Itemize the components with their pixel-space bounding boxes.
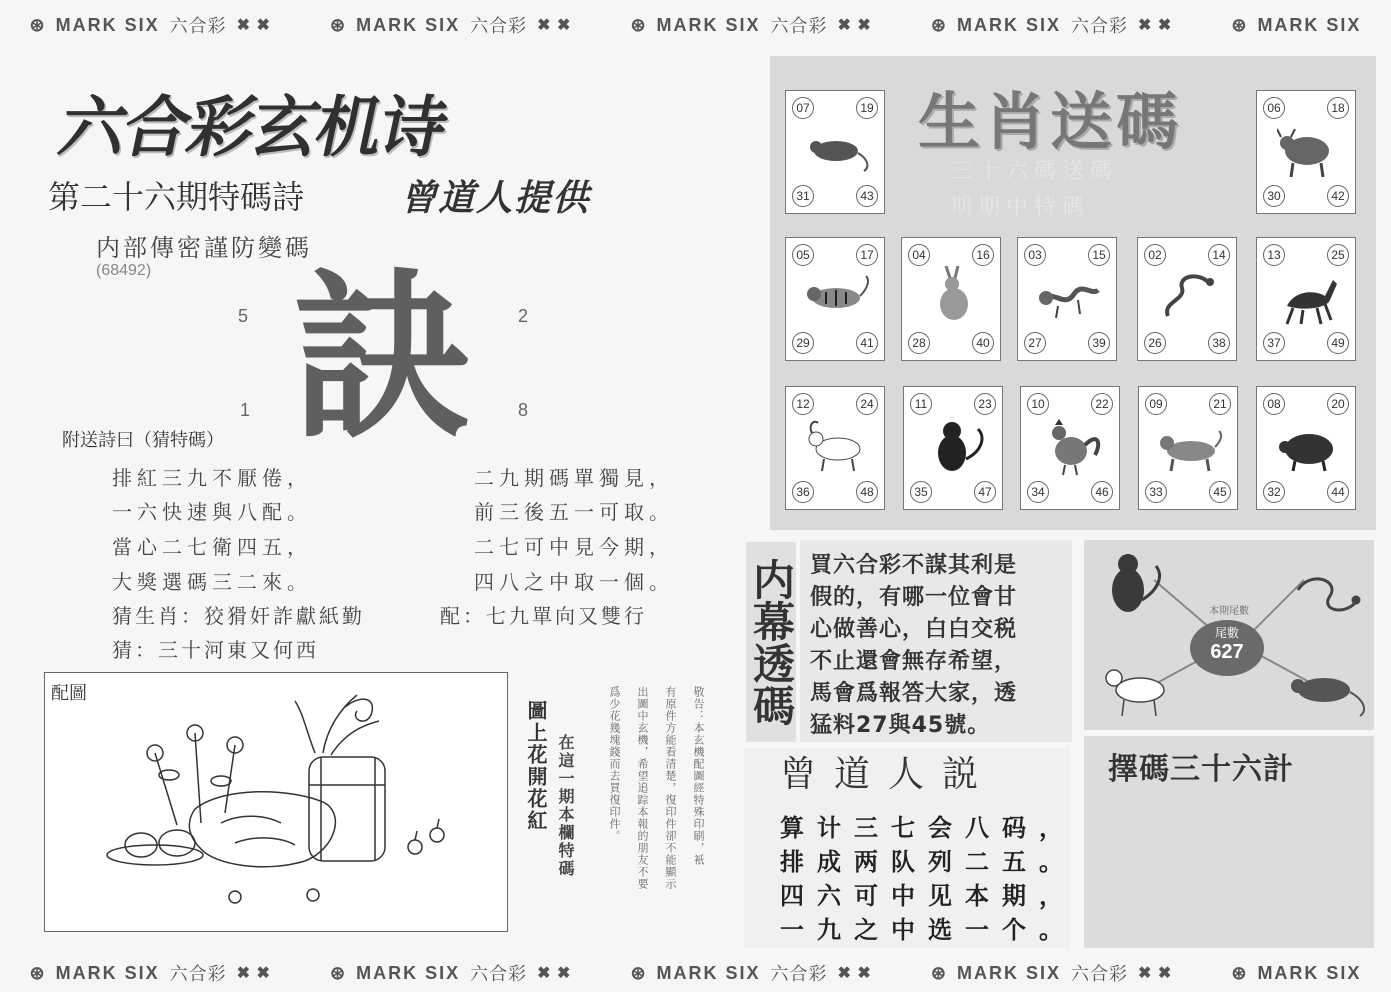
goat-icon [1106, 670, 1164, 716]
mark-six-logo-icon: ⊛ [930, 14, 947, 35]
neimu-line: 心做善心，白白交税 [810, 617, 1018, 642]
banner-unit [1231, 15, 1361, 36]
dragon-icon [1038, 266, 1102, 330]
main-title: 六合彩玄机诗 [52, 89, 453, 166]
zodiac-number: 25 [1327, 244, 1349, 266]
zodiac-number: 24 [856, 393, 878, 415]
zodiac-number: 32 [1263, 481, 1285, 503]
zodiac-number: 45 [1209, 481, 1231, 503]
notice-line: 出圖中玄機，希望追踪本報的朋友不要 [636, 686, 649, 890]
mark-six-logo-icon: ⊛ [630, 962, 647, 983]
zodiac-number: 16 [972, 244, 994, 266]
banner-unit [931, 960, 1172, 986]
brand-chinese: 六合彩 [169, 964, 227, 984]
cross-icon: ✖ ✖ [236, 965, 271, 982]
brand-text: MARK SIX [1257, 962, 1362, 983]
poem-line: 前三後五一可取。 [474, 500, 674, 524]
brand-chinese: 六合彩 [770, 16, 828, 36]
zodiac-card-rabbit [901, 237, 1001, 361]
zodiac-number: 47 [974, 481, 996, 503]
zodiac-number: 41 [856, 332, 878, 354]
rooster-icon [1041, 415, 1105, 479]
cross-icon: ✖ ✖ [1138, 17, 1173, 34]
bottom-banner [0, 956, 1391, 990]
zeng-line: 排成两队列二五。 [780, 848, 1076, 876]
zodiac-number: 10 [1027, 393, 1049, 415]
neimu-line: 買六合彩不謀其利是 [810, 553, 1018, 578]
illustration-drawing [45, 673, 505, 929]
zodiac-number: 19 [856, 97, 878, 119]
zodiac-card-ox [1256, 90, 1356, 214]
cross-icon: ✖ ✖ [236, 17, 271, 34]
dog-icon [1159, 415, 1223, 479]
zodiac-card-rooster [1020, 386, 1120, 510]
brand-text: MARK SIX [956, 14, 1061, 35]
neimu-line: 不止還會無存希望， [810, 649, 1018, 674]
mark-six-logo-icon: ⊛ [329, 962, 347, 983]
brand-text: MARK SIX [55, 962, 160, 983]
zodiac-card-snake [1137, 237, 1237, 361]
zeng-line: 算计三七会八码， [780, 814, 1076, 842]
zodiac-number: 07 [792, 97, 814, 119]
corner-number: 5 [238, 306, 249, 326]
brand-text: MARK SIX [1257, 14, 1362, 35]
zodiac-number: 15 [1088, 244, 1110, 266]
zodiac-number: 08 [1263, 393, 1285, 415]
tiger-icon [806, 266, 870, 330]
neimu-box [800, 540, 1072, 742]
cross-icon: ✖ ✖ [837, 17, 872, 34]
zodiac-number: 21 [1209, 393, 1231, 415]
rabbit-icon [922, 266, 986, 330]
banner-unit [30, 960, 271, 986]
notice-line: 敬告：本玄機配圖經特殊印刷，衹 [692, 686, 705, 866]
brand-chinese: 六合彩 [470, 16, 528, 36]
zodiac-number: 40 [972, 332, 994, 354]
zodiac-number: 29 [792, 332, 814, 354]
cross-icon: ✖ ✖ [537, 965, 572, 982]
zodiac-card-pig [1256, 386, 1356, 510]
tail-number: 627 [1210, 641, 1244, 663]
goat-icon [806, 415, 870, 479]
cross-icon: ✖ ✖ [1138, 965, 1173, 982]
corner-number: 8 [518, 400, 529, 420]
horse-icon [1277, 266, 1341, 330]
rat-icon [806, 119, 870, 183]
zodiac-number: 46 [1091, 481, 1113, 503]
zodiac-card-horse [1256, 237, 1356, 361]
zodiac-number: 42 [1327, 185, 1349, 207]
zodiac-subtitle: 期期中特碼 [950, 195, 1091, 220]
cross-icon: ✖ ✖ [837, 965, 872, 982]
brand-chinese: 六合彩 [169, 16, 227, 36]
illustration-label: 配圖 [51, 683, 87, 704]
poem-label: 附送詩曰（猜特碼） [62, 430, 224, 451]
strategy-title: 擇碼三十六計 [1108, 752, 1294, 787]
secret-text: 内部傳密謹防變碼 [96, 234, 312, 262]
cross-icon: ✖ ✖ [537, 17, 572, 34]
tail-number-badge [1190, 620, 1264, 676]
poem-line: 一六快速與八配。 [112, 500, 312, 524]
poem-line: 猜：三十河東又何西 [112, 638, 319, 662]
poem-line: 配：七九單向又雙行 [440, 604, 647, 628]
tail-label: 尾數 [1214, 626, 1239, 640]
zodiac-subtitle: 三十六碼送碼 [950, 159, 1119, 184]
zodiac-number: 18 [1327, 97, 1349, 119]
zodiac-number: 04 [908, 244, 930, 266]
banner-unit [1231, 963, 1361, 984]
zodiac-number: 49 [1327, 332, 1349, 354]
brand-text: MARK SIX [656, 962, 761, 983]
mark-six-logo-icon: ⊛ [1231, 14, 1248, 35]
provider-title: 曾道人提供 [397, 178, 599, 219]
mark-six-logo-icon: ⊛ [930, 962, 947, 983]
zodiac-number: 20 [1327, 393, 1349, 415]
zodiac-card-monkey [903, 386, 1003, 510]
notice-line: 爲少花幾塊錢而去買復印件。 [608, 686, 621, 842]
neimu-line: 猛料27與45號。 [810, 713, 991, 738]
monkey-icon [924, 415, 988, 479]
neimu-label: 内幕透碼 [746, 542, 796, 742]
zodiac-card-rat [785, 90, 885, 214]
pig-icon [1277, 415, 1341, 479]
banner-unit [630, 960, 871, 986]
issue-title: 第二十六期特碼詩 [48, 178, 305, 216]
brand-text: MARK SIX [656, 14, 761, 35]
banner-unit [630, 12, 871, 38]
zeng-line: 一九之中选一个。 [780, 916, 1076, 944]
zodiac-number: 23 [974, 393, 996, 415]
zodiac-number: 34 [1027, 481, 1049, 503]
zodiac-number: 14 [1208, 244, 1230, 266]
zodiac-number: 30 [1263, 185, 1285, 207]
zodiac-number: 38 [1208, 332, 1230, 354]
zodiac-number: 03 [1024, 244, 1046, 266]
brand-text: MARK SIX [356, 14, 461, 35]
zodiac-card-goat [785, 386, 885, 510]
mark-six-logo-icon: ⊛ [1231, 962, 1248, 983]
zodiac-number: 13 [1263, 244, 1285, 266]
brand-text: MARK SIX [956, 962, 1061, 983]
banner-unit [330, 960, 571, 986]
brand-chinese: 六合彩 [770, 964, 828, 984]
zeng-line: 四六可中见本期， [780, 882, 1076, 910]
illustration-subcaption: 在這一期本欄特碼 [556, 734, 575, 878]
zodiac-card-dog [1138, 386, 1238, 510]
zodiac-number: 26 [1144, 332, 1166, 354]
zodiac-number: 35 [910, 481, 932, 503]
code-number: (68492) [96, 262, 152, 279]
zeng-title: 曾道人説 [780, 754, 997, 795]
rat-icon [1291, 678, 1364, 716]
zodiac-number: 02 [1144, 244, 1166, 266]
big-character: 訣 [292, 254, 473, 463]
brand-text: MARK SIX [55, 14, 160, 35]
poem-line: 排紅三九不厭倦， [112, 466, 312, 490]
snake-icon [1158, 266, 1222, 330]
zodiac-number: 17 [856, 244, 878, 266]
zodiac-number: 31 [792, 185, 814, 207]
top-banner [0, 8, 1391, 42]
zodiac-number: 27 [1024, 332, 1046, 354]
zodiac-number: 28 [908, 332, 930, 354]
zodiac-number: 44 [1327, 481, 1349, 503]
zodiac-number: 05 [792, 244, 814, 266]
poem-line: 猜生肖：狡猾奸詐獻紙勤 [112, 604, 365, 628]
poem-line: 二七可中見今期， [474, 535, 674, 559]
zodiac-number: 12 [792, 393, 814, 415]
brand-chinese: 六合彩 [470, 964, 528, 984]
mark-six-logo-icon: ⊛ [329, 14, 347, 35]
poem-line: 四八之中取一個。 [474, 570, 674, 594]
zodiac-number: 37 [1263, 332, 1285, 354]
brand-chinese: 六合彩 [1071, 964, 1128, 984]
snake-icon [1298, 579, 1359, 610]
banner-unit [330, 12, 571, 38]
banner-unit [931, 12, 1172, 38]
zodiac-number: 09 [1145, 393, 1167, 415]
brand-chinese: 六合彩 [1071, 16, 1128, 36]
tail-arc-text: 本期尾數 [1209, 606, 1249, 617]
monkey-icon [1112, 554, 1160, 612]
banner-unit [30, 12, 271, 38]
zodiac-number: 43 [856, 185, 878, 207]
zodiac-card-tiger [785, 237, 885, 361]
poem-line: 當心二七衛四五， [112, 535, 312, 559]
illustration-caption: 圖上花開花紅 [524, 700, 548, 832]
zodiac-number: 36 [792, 481, 814, 503]
zodiac-number: 33 [1145, 481, 1167, 503]
neimu-line: 馬會爲報答大家，透 [810, 681, 1018, 706]
ox-icon [1277, 119, 1341, 183]
corner-number: 2 [518, 306, 529, 326]
zodiac-number: 06 [1263, 97, 1285, 119]
corner-number: 1 [240, 400, 251, 420]
poem-line: 二九期碼單獨見， [474, 466, 674, 490]
zodiac-number: 11 [910, 393, 932, 415]
notice-line: 有原件方能看清楚，復印件卻不能顯示 [664, 686, 677, 890]
zodiac-title: 生肖送碼 [918, 85, 1183, 158]
poem-line: 大獎選碼三二來。 [112, 570, 312, 594]
mark-six-logo-icon: ⊛ [29, 962, 46, 983]
brand-text: MARK SIX [356, 962, 461, 983]
zodiac-card-dragon [1017, 237, 1117, 361]
zodiac-number: 39 [1088, 332, 1110, 354]
zodiac-number: 22 [1091, 393, 1113, 415]
zodiac-number: 48 [856, 481, 878, 503]
illustration-frame [44, 672, 508, 932]
mark-six-logo-icon: ⊛ [29, 14, 46, 35]
mark-six-logo-icon: ⊛ [630, 14, 647, 35]
neimu-line: 假的，有哪一位會甘 [810, 585, 1018, 610]
